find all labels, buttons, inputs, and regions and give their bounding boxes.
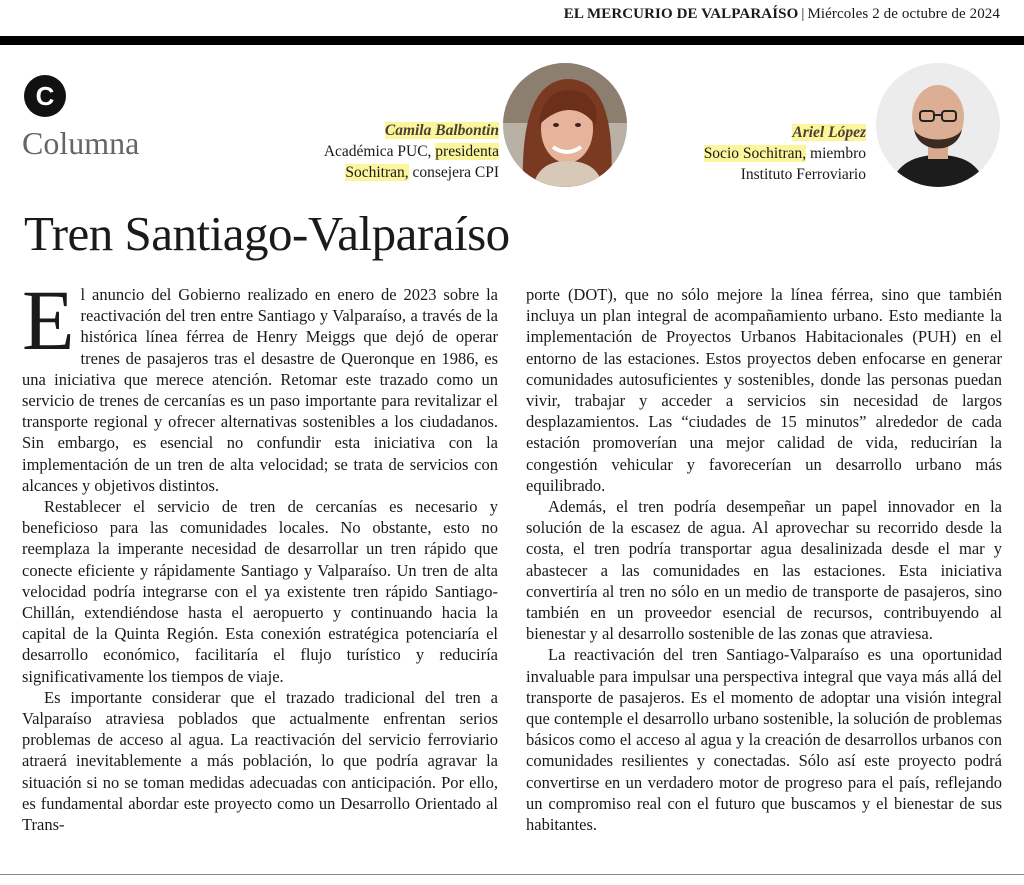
- article-headline: Tren Santiago-Valparaíso: [24, 206, 510, 261]
- article-paragraph: [22, 272, 498, 496]
- author-photo-1: [503, 63, 627, 187]
- top-rule: [0, 36, 1024, 45]
- author-2-org-plain: Instituto Ferroviario: [740, 166, 866, 183]
- author-portrait-2-icon: [876, 63, 1000, 187]
- author-1-org-highlight: Sochitran,: [345, 164, 409, 181]
- author-2-role-highlight: Socio Sochitran,: [703, 145, 807, 162]
- author-photo-2: [876, 63, 1000, 187]
- article-paragraph: Es importante considerar que el trazado tradicional del tren a Valparaíso atraviesa poblados que actualmente enfrentan serios problemas de acceso al agua. La reactivación del servicio ferroviario atraerá inevitablemente a más población, lo que podría agravar la situación si no se toman medidas adecuadas con anticipación. Por ello, es fundamental abordar este proyecto como un Desarrollo Orientado al Trans-: [22, 687, 498, 835]
- author-byline-2: [704, 122, 866, 185]
- article-paragraph: La reactivación del tren Santiago-Valparaíso es una oportunidad invaluable para impulsar una perspectiva integral que vaya más allá del transporte de pasajeros. Es el momento de adoptar una visión integral que contemple el desarrollo urbano sostenible, la solución de problemas básicos como el acceso al agua y la creación de desarrollos urbanos con comunidades resilientes y conectadas. Sólo así este proyecto podrá convertirse en un verdadero motor de progreso para el país, reflejando un compromiso real con el futuro que buscamos y el bienestar de sus habitantes.: [526, 645, 1002, 835]
- section-badge: C: [24, 75, 66, 117]
- publication-name: EL MERCURIO DE VALPARAÍSO: [563, 6, 799, 22]
- author-1-org-plain: consejera CPI: [408, 164, 499, 181]
- paragraph-text: l anuncio del Gobierno realizado en enero de 2023 sobre la reactivación del tren entre Santiago y Valparaíso, a través de la histórica línea férrea de Henry Meiggs que dejó de operar trenes de pasajeros tras el desastre de Queronque en 1986, es una iniciativa que merece atención. Retomar este trazado como un servicio de trenes de cercanías es un paso importante para revitalizar el transporte regional y ofrecer alternativas sostenibles a los ciudadanos. Sin embargo, es esencial no confundir esta iniciativa con la implementación de un tren de alta velocidad; se trata de servicios con alcances y objetivos distintos.: [22, 285, 498, 495]
- author-1-role-highlight: presidenta: [435, 143, 499, 160]
- bottom-rule: [0, 874, 1024, 875]
- author-2-role-plain: miembro: [806, 145, 866, 162]
- author-name-2: Ariel López: [792, 124, 866, 141]
- author-byline-1: [324, 120, 499, 183]
- article-column-left: [22, 272, 498, 835]
- article-paragraph: porte (DOT), que no sólo mejore la línea férrea, sino que también incluya un plan integral de acompañamiento urbano. Esto mediante la implementación de Proyectos Urbanos Habitacionales (PUH) en el entorno de las estaciones. Estos proyectos deben enfocarse en generar comunidades autosuficientes y sostenibles, donde las personas puedan vivir, trabajar y acceder a servicios sin necesidad de largos desplazamientos. Las “ciudades de 15 minutos” alrededor de cada estación promoverían una mejor calidad de vida, reducirían la congestión vehicular y favorecerían un desarrollo urbano más equilibrado.: [526, 285, 1002, 495]
- drop-cap: E: [22, 272, 75, 368]
- article-paragraph: Además, el tren podría desempeñar un papel innovador en la solución de la escasez de agua. Al aprovechar su recorrido desde la costa, el tren podría transportar agua desalinizada desde el mar y abastecer a las comunidades en las estaciones. Esta iniciativa convertiría al tren no sólo en un medio de transporte de pasajeros, sino también en un proveedor esencial de recursos, contribuyendo al bienestar y al desarrollo sostenible de las zonas que atraviesa.: [526, 497, 1002, 644]
- article-column-right: [526, 284, 1002, 835]
- masthead: [564, 6, 1000, 23]
- section-label: Columna: [22, 125, 140, 161]
- article-paragraph: Restablecer el servicio de tren de cercanías es necesario y beneficioso para las comunidades locales. No obstante, esto no reemplaza la imperante necesidad de desarrollar un tren rápido que conecte eficiente y rápidamente Santiago y Valparaíso. Un tren de alta velocidad podría integrarse con el ya existente tren rápido Santiago-Chillán, extendiéndose hasta el aeropuerto y continuando hacia la capital de la Quinta Región. Esta conexión estratégica potenciaría el desarrollo económico, facilitaría el flujo turístico y reduciría significativamente los tiempos de viaje.: [22, 497, 498, 686]
- author-1-role-plain: Académica PUC,: [323, 143, 436, 160]
- publication-date: Miércoles 2 de octubre de 2024: [807, 6, 1000, 22]
- masthead-separator: |: [801, 6, 805, 22]
- author-portrait-1-icon: [503, 63, 627, 187]
- author-name-1: Camila Balbontin: [384, 122, 499, 139]
